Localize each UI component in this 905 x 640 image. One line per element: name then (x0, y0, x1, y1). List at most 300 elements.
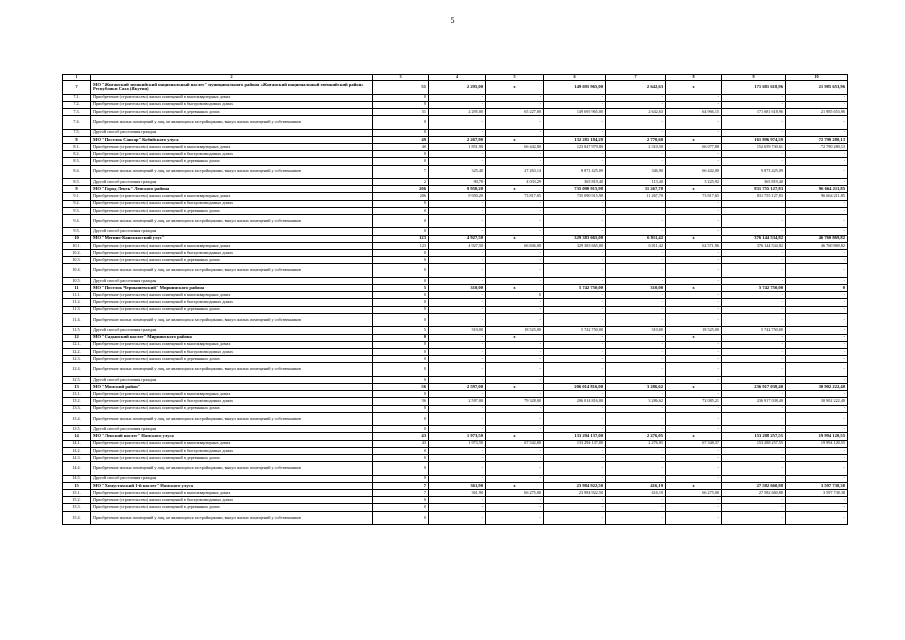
table-row (63, 306, 848, 313)
cost-actual: - (722, 497, 786, 504)
families-count: 0 (373, 292, 429, 299)
table-row (63, 250, 848, 257)
price-per-sqm: - (486, 348, 544, 355)
price-per-sqm: - (486, 250, 544, 257)
families-count: 0 (373, 462, 429, 476)
cost-actual: - (722, 264, 786, 278)
families-count: 0 (373, 454, 429, 461)
cost-difference: - (786, 341, 848, 348)
price-per-sqm: 66 846,00 (486, 242, 544, 249)
price-actual: - (666, 101, 722, 108)
cost-total: 206 014 816,00 (544, 398, 606, 405)
row-description: Приобретение (строительство) жилых помещений в быстровозводимых домах (91, 101, 373, 108)
cost-total: - (544, 511, 606, 525)
cost-difference: 19 994 120,55 (786, 440, 848, 447)
families-count: 0 (373, 129, 429, 136)
price-actual: - (666, 405, 722, 412)
row-index: 15 (63, 482, 91, 489)
price-per-sqm: x (486, 285, 544, 292)
row-index: 11.1. (63, 292, 91, 299)
families-count: 0 (373, 475, 429, 482)
cost-total: - (544, 334, 606, 341)
cost-total: - (544, 228, 606, 235)
area-sqm: - (429, 158, 486, 165)
area-sqm: - (429, 376, 486, 383)
cost-total: - (544, 504, 606, 511)
cost-total: - (544, 412, 606, 426)
price-actual: - (666, 426, 722, 433)
price-actual: - (666, 151, 722, 158)
row-description: Другой способ расселения граждан (91, 376, 373, 383)
table-row (63, 490, 848, 497)
municipality-row (63, 482, 848, 489)
table-row (63, 511, 848, 525)
area-actual: - (606, 511, 666, 525)
row-description: МО "Ленский наслег" Намского улуса (91, 433, 373, 440)
cost-total: - (544, 462, 606, 476)
price-actual: - (666, 129, 722, 136)
cost-difference: - (786, 151, 848, 158)
price-actual: - (666, 207, 722, 214)
families-count: 40 (373, 143, 429, 150)
table-row (63, 391, 848, 398)
cost-total: - (544, 341, 606, 348)
area-actual: - (606, 129, 666, 136)
table-row (63, 462, 848, 476)
area-sqm: 361,90 (429, 482, 486, 489)
row-description: МО "Мегино-Кангаласский улус" (91, 235, 373, 242)
table-row (63, 200, 848, 207)
municipality-row (63, 433, 848, 440)
price-per-sqm: x (486, 383, 544, 390)
price-per-sqm: - (486, 475, 544, 482)
price-actual: - (666, 341, 722, 348)
cost-difference: 0 (786, 285, 848, 292)
cost-actual: - (722, 299, 786, 306)
cost-actual: - (722, 475, 786, 482)
families-count: 0 (373, 504, 429, 511)
families-count: 0 (373, 151, 429, 158)
cost-total: 8 871 425,09 (544, 165, 606, 179)
cost-difference: - (786, 101, 848, 108)
area-actual: - (606, 264, 666, 278)
row-index: 7 (63, 81, 91, 95)
cost-difference: 46 760 869,82 (786, 242, 848, 249)
cost-difference: 72 790 280,13 (786, 136, 848, 143)
row-description: Приобретение (строительство) жилых помещений в быстровозводимых домах (91, 348, 373, 355)
price-actual: - (666, 462, 722, 476)
area-actual: - (606, 214, 666, 228)
area-sqm: 2 597,00 (429, 383, 486, 390)
families-count: 0 (373, 116, 429, 130)
row-description: Приобретение (строительство) жилых помещений в быстровозводимых домах (91, 447, 373, 454)
cost-difference: 96 664 211,85 (786, 193, 848, 200)
price-per-sqm: - (486, 363, 544, 377)
price-actual: - (666, 376, 722, 383)
row-description: Приобретение (строительство) жилых помещений в быстровозводимых домах (91, 200, 373, 207)
cost-actual: - (722, 313, 786, 327)
price-actual: - (666, 228, 722, 235)
cost-total: - (544, 207, 606, 214)
area-actual: 11 267,70 (606, 186, 666, 193)
price-per-sqm: 65 227,00 (486, 108, 544, 115)
families-count: 206 (373, 186, 429, 193)
price-actual: - (666, 250, 722, 257)
column-number: 5 (486, 75, 544, 81)
row-description: МО "Город Ленск" Ленского района (91, 186, 373, 193)
price-actual: x (666, 433, 722, 440)
cost-difference: - (786, 363, 848, 377)
families-count: 51 (373, 81, 429, 95)
area-actual: - (606, 341, 666, 348)
row-index: 10.2. (63, 250, 91, 257)
cost-difference: - (786, 228, 848, 235)
area-actual: - (606, 299, 666, 306)
cost-difference: - (786, 511, 848, 525)
area-sqm: 310,00 (429, 327, 486, 334)
column-number: 1 (63, 75, 91, 81)
price-per-sqm: - (486, 264, 544, 278)
cost-total: - (544, 250, 606, 257)
row-index: 7.1. (63, 94, 91, 101)
cost-actual: - (722, 405, 786, 412)
area-sqm: - (429, 129, 486, 136)
row-index: 12.5. (63, 376, 91, 383)
area-actual: - (606, 228, 666, 235)
families-count: 7 (373, 165, 429, 179)
area-sqm: - (429, 504, 486, 511)
cost-actual: - (722, 426, 786, 433)
area-sqm: - (429, 475, 486, 482)
cost-difference: - (786, 165, 848, 179)
families-count: 0 (373, 313, 429, 327)
table-row (63, 179, 848, 186)
price-actual: - (666, 391, 722, 398)
cost-total: - (544, 391, 606, 398)
families-count: 0 (373, 391, 429, 398)
cost-actual: 831 755 127,83 (722, 193, 786, 200)
cost-actual: - (722, 391, 786, 398)
price-actual: 66 077,88 (666, 143, 722, 150)
cost-total: - (544, 277, 606, 284)
price-per-sqm: - (486, 277, 544, 284)
area-actual: - (606, 356, 666, 363)
cost-total: 132 281 184,29 (544, 136, 606, 143)
price-per-sqm: - (486, 313, 544, 327)
cost-total: - (544, 475, 606, 482)
row-index: 10 (63, 235, 91, 242)
area-sqm: 2 267,90 (429, 136, 486, 143)
area-actual: 2 642,63 (606, 81, 666, 95)
row-index: 11.4. (63, 313, 91, 327)
cost-total: - (544, 497, 606, 504)
cost-total: - (544, 214, 606, 228)
price-per-sqm: x (486, 433, 544, 440)
area-sqm: - (429, 391, 486, 398)
price-actual: - (666, 447, 722, 454)
row-description: Приобретение жилых помещений у лиц, не являющихся застройщиками, выкуп жилых помещений у собственников (91, 363, 373, 377)
row-index: 9.1. (63, 193, 91, 200)
row-description: Приобретение (строительство) жилых помещений в деревянных домах (91, 454, 373, 461)
area-actual: - (606, 94, 666, 101)
cost-difference: - (786, 257, 848, 264)
area-actual: - (606, 348, 666, 355)
price-per-sqm: 67 542,00 (486, 440, 544, 447)
row-index: 7.5. (63, 129, 91, 136)
table-row (63, 426, 848, 433)
cost-difference: - (786, 405, 848, 412)
area-actual: 2 310,50 (606, 143, 666, 150)
row-description: МО "Садынский наслег" Мирнинского района (91, 334, 373, 341)
price-per-sqm: - (486, 412, 544, 426)
families-count: 7 (373, 482, 429, 489)
row-description: Приобретение (строительство) жилых помещений в многоквартирных домах (91, 94, 373, 101)
area-actual: - (606, 462, 666, 476)
row-index: 10.1. (63, 242, 91, 249)
price-per-sqm: - (486, 129, 544, 136)
families-count: 0 (373, 250, 429, 257)
cost-actual: 236 917 038,40 (722, 383, 786, 390)
families-count: 0 (373, 341, 429, 348)
row-description: МО "Хомустахский 1-й наслег" Намского улуса (91, 482, 373, 489)
row-index: 9.4. (63, 214, 91, 228)
cost-total: - (544, 405, 606, 412)
families-count: 56 (373, 398, 429, 405)
row-description: Приобретение жилых помещений у лиц, не являющихся застройщиками, выкуп жилых помещений у собственников (91, 313, 373, 327)
cost-actual: 153 288 257,55 (722, 433, 786, 440)
price-per-sqm: x (486, 235, 544, 242)
row-description: Другой способ расселения граждан (91, 277, 373, 284)
row-description: Приобретение жилых помещений у лиц, не являющихся застройщиками, выкуп жилых помещений у собственников (91, 264, 373, 278)
area-sqm: - (429, 462, 486, 476)
row-description: Приобретение (строительство) жилых помещений в многоквартирных домах (91, 490, 373, 497)
cost-actual: - (722, 511, 786, 525)
cost-total: - (544, 292, 606, 299)
cost-actual: - (722, 116, 786, 130)
cost-actual: 152 659 730,61 (722, 143, 786, 150)
row-index: 14.3. (63, 454, 91, 461)
families-count: 0 (373, 376, 429, 383)
cost-total: 735 090 915,98 (544, 186, 606, 193)
price-actual: - (666, 475, 722, 482)
price-per-sqm: 4 033,29 (486, 179, 544, 186)
area-actual: 3 286,62 (606, 383, 666, 390)
price-actual: - (666, 504, 722, 511)
cost-difference: - (786, 129, 848, 136)
row-description: Приобретение (строительство) жилых помещений в быстровозводимых домах (91, 151, 373, 158)
cost-actual: - (722, 101, 786, 108)
area-actual: - (606, 391, 666, 398)
municipality-row (63, 136, 848, 143)
cost-total: - (544, 376, 606, 383)
area-actual: - (606, 292, 666, 299)
cost-actual: 153 288 257,55 (722, 440, 786, 447)
cost-total: - (544, 116, 606, 130)
price-actual: - (666, 363, 722, 377)
area-actual: - (606, 151, 666, 158)
cost-difference: - (786, 504, 848, 511)
row-index: 13.5. (63, 426, 91, 433)
table-row (63, 363, 848, 377)
area-actual: - (606, 504, 666, 511)
families-count: 43 (373, 433, 429, 440)
row-description: Приобретение (строительство) жилых помещений в многоквартирных домах (91, 440, 373, 447)
table-row (63, 108, 848, 115)
price-per-sqm: 0 (486, 292, 544, 299)
row-index: 13 (63, 383, 91, 390)
cost-difference: 3 597 738,38 (786, 482, 848, 489)
area-sqm: - (429, 454, 486, 461)
families-count: 0 (373, 264, 429, 278)
price-actual: - (666, 277, 722, 284)
cost-difference: 72 790 280,13 (786, 143, 848, 150)
resettlement-table (62, 74, 848, 525)
cost-total: - (544, 306, 606, 313)
families-count: 0 (373, 356, 429, 363)
price-actual: - (666, 257, 722, 264)
row-index: 14.4. (63, 462, 91, 476)
municipality-row (63, 81, 848, 95)
column-number: 3 (373, 75, 429, 81)
table-row (63, 356, 848, 363)
row-index: 13.2. (63, 398, 91, 405)
cost-difference: - (786, 356, 848, 363)
row-description: Приобретение (строительство) жилых помещений в многоквартирных домах (91, 391, 373, 398)
cost-total: - (544, 200, 606, 207)
area-actual: - (606, 207, 666, 214)
cost-actual: 5 742 750,00 (722, 327, 786, 334)
cost-total: 133 294 137,00 (544, 440, 606, 447)
cost-difference: - (786, 306, 848, 313)
cost-actual: 27 582 660,88 (722, 482, 786, 489)
price-actual: 66 442,00 (666, 165, 722, 179)
cost-total: 5 742 750,00 (544, 285, 606, 292)
price-actual: x (666, 136, 722, 143)
price-per-sqm: - (486, 207, 544, 214)
cost-actual: 376 144 534,82 (722, 242, 786, 249)
area-actual: - (606, 313, 666, 327)
municipality-row (63, 285, 848, 292)
row-index: 10.5. (63, 277, 91, 284)
area-sqm: 2 295,00 (429, 81, 486, 95)
cost-total: - (544, 313, 606, 327)
cost-actual: - (722, 462, 786, 476)
cost-actual: - (722, 214, 786, 228)
families-count: 0 (373, 334, 429, 341)
area-sqm: - (429, 348, 486, 355)
cost-actual: - (722, 94, 786, 101)
page-number: 5 (450, 16, 455, 25)
area-actual: 2 276,05 (606, 440, 666, 447)
cost-actual: 9 873 425,09 (722, 165, 786, 179)
area-sqm: - (429, 151, 486, 158)
area-actual: - (606, 277, 666, 284)
row-index: 7.2. (63, 101, 91, 108)
cost-total: - (544, 264, 606, 278)
row-description: Приобретение (строительство) жилых помещений в быстровозводимых домах (91, 398, 373, 405)
families-count: 0 (373, 497, 429, 504)
price-actual: x (666, 334, 722, 341)
price-actual: x (666, 383, 722, 390)
area-sqm: 325,40 (429, 165, 486, 179)
cost-total: 149 695 965,00 (544, 81, 606, 95)
area-sqm: - (429, 250, 486, 257)
area-sqm: 361,90 (429, 490, 486, 497)
row-index: 8.5. (63, 179, 91, 186)
row-description: Приобретение (строительство) жилых помещений в деревянных домах (91, 306, 373, 313)
area-sqm: - (429, 412, 486, 426)
families-count: 123 (373, 235, 429, 242)
table-row (63, 193, 848, 200)
cost-actual: 5 742 750,00 (722, 285, 786, 292)
row-index: 15.2. (63, 497, 91, 504)
column-number: 9 (722, 75, 786, 81)
price-per-sqm: - (486, 158, 544, 165)
cost-difference: - (786, 313, 848, 327)
area-actual: - (606, 426, 666, 433)
row-index: 8.1. (63, 143, 91, 150)
area-sqm: 2 295,00 (429, 108, 486, 115)
price-actual: - (666, 356, 722, 363)
table-row (63, 299, 848, 306)
area-actual: - (606, 497, 666, 504)
cost-total: - (544, 299, 606, 306)
price-per-sqm: - (486, 391, 544, 398)
price-actual: x (666, 235, 722, 242)
row-index: 12.3. (63, 356, 91, 363)
price-actual: - (666, 299, 722, 306)
cost-difference: - (786, 94, 848, 101)
price-per-sqm: - (486, 257, 544, 264)
table-row (63, 228, 848, 235)
area-actual: 6 011,42 (606, 235, 666, 242)
table-row (63, 116, 848, 130)
price-actual: - (666, 306, 722, 313)
table-row (63, 129, 848, 136)
families-count: 43 (373, 440, 429, 447)
cost-actual: - (722, 151, 786, 158)
cost-total: 149 695 965,00 (544, 108, 606, 115)
table-row (63, 257, 848, 264)
cost-total: - (544, 356, 606, 363)
area-sqm: - (429, 447, 486, 454)
cost-total: 123 047 979,80 (544, 143, 606, 150)
row-index: 13.4. (63, 412, 91, 426)
families-count: 0 (373, 207, 429, 214)
price-actual: - (666, 158, 722, 165)
cost-total: - (544, 257, 606, 264)
cost-actual: - (722, 250, 786, 257)
price-per-sqm: 79 328,00 (486, 398, 544, 405)
families-count: 56 (373, 383, 429, 390)
cost-difference: 46 760 869,82 (786, 235, 848, 242)
area-sqm: 9 950,20 (429, 186, 486, 193)
row-description: Приобретение (строительство) жилых помещений в деревянных домах (91, 356, 373, 363)
cost-actual: 236 917 038,40 (722, 398, 786, 405)
row-description: Приобретение (строительство) жилых помещений в деревянных домах (91, 207, 373, 214)
area-sqm: - (429, 334, 486, 341)
table-row (63, 101, 848, 108)
area-sqm: 310,00 (429, 285, 486, 292)
price-actual: - (666, 292, 722, 299)
table-row (63, 475, 848, 482)
families-count: 51 (373, 108, 429, 115)
families-count: 0 (373, 94, 429, 101)
area-actual: 416,19 (606, 482, 666, 489)
row-index: 11.3. (63, 306, 91, 313)
row-description: МО "Момский район" (91, 383, 373, 390)
cost-actual: 27 582 660,88 (722, 490, 786, 497)
